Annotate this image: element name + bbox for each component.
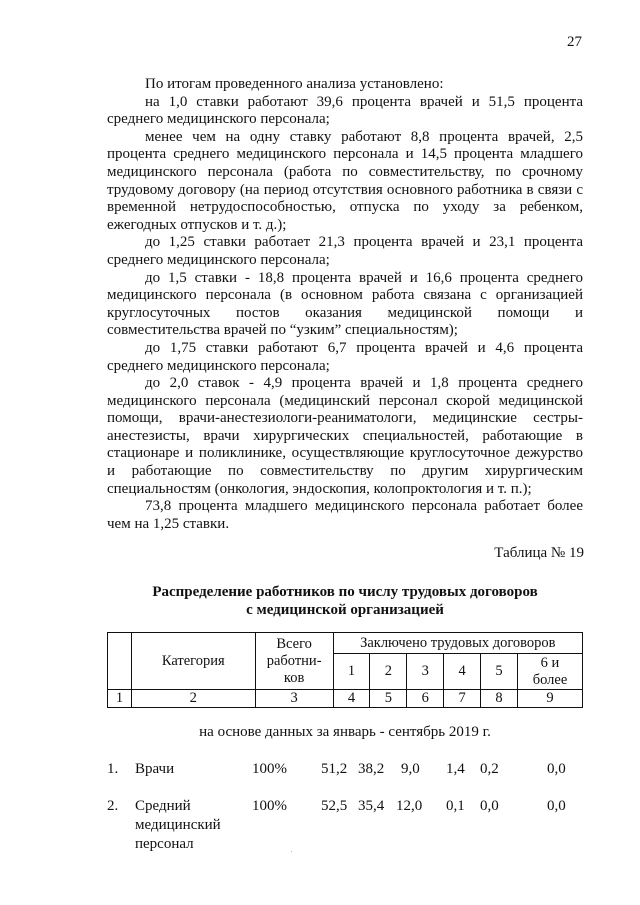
paragraph: на 1,0 ставки работают 39,6 процента врачей и 51,5 процента среднего медицинского персонала; — [107, 93, 583, 128]
row-value: 9,0 — [401, 761, 420, 777]
row-value: 52,5 — [321, 798, 348, 814]
row-category: Средний медицинский персонал — [135, 798, 221, 852]
row-total: 100% — [252, 761, 287, 777]
scan-speck — [291, 851, 292, 852]
row-value: 1,4 — [446, 761, 465, 777]
row-value: 0,0 — [547, 798, 566, 814]
numbering-cell: 8 — [481, 690, 518, 708]
row-value: 0,0 — [547, 761, 566, 777]
row-value: 0,2 — [480, 761, 499, 777]
header-col: 5 — [481, 654, 518, 690]
numbering-cell: 6 — [407, 690, 444, 708]
numbering-cell: 7 — [444, 690, 481, 708]
row-total: 100% — [252, 798, 287, 814]
header-col: 4 — [444, 654, 481, 690]
paragraph: менее чем на одну ставку работают 8,8 процента врачей, 2,5 процента среднего медицинского персонала и 14,5 процента младшего медицинского персонала (работа по совместительству, по срочному трудовому договору (на период отсутствия основного работника в связи с временной нетрудоспособностью, отпуска по уходу за ребенком, ежегодных отпусков и т. д.); — [107, 128, 583, 233]
header-total: Всего работни-ков — [255, 633, 333, 690]
row-value: 51,2 — [321, 761, 348, 777]
header-category: Категория — [131, 633, 255, 690]
header-col: 6 и более — [517, 654, 582, 690]
table-title-line: с медицинской организацией — [246, 602, 444, 618]
paragraph: до 2,0 ставок - 4,9 процента врачей и 1,8 процента среднего медицинского персонала (медицинский персонал скорой медицинской помощи, врачи-анестезиологи-реаниматологи, медицинские сестры-анестезисты, врачи хирургических специальностей, работающие в стационаре и поликлинике, осуществляющие круглосуточное дежурство и работающие по совместительству по другим хирургическим специальностям (онкология, эндоскопия, колопроктология и т. п.); — [107, 375, 583, 497]
body-text — [107, 76, 583, 533]
numbering-cell: 2 — [131, 690, 255, 708]
header-col: 3 — [407, 654, 444, 690]
numbering-cell: 9 — [517, 690, 582, 708]
table-header — [107, 632, 583, 708]
table-title — [107, 583, 583, 619]
row-number: 1. — [107, 761, 119, 777]
row-category: Врачи — [135, 761, 175, 777]
paragraph: до 1,75 ставки работают 6,7 процента врачей и 4,6 процента среднего медицинского персонала; — [107, 339, 583, 374]
page-number: 27 — [567, 34, 582, 50]
row-value: 0,0 — [480, 798, 499, 814]
row-number: 2. — [107, 798, 119, 814]
numbering-cell: 1 — [108, 690, 132, 708]
header-col: 1 — [333, 654, 370, 690]
header-contracts: Заключено трудовых договоров — [333, 633, 582, 654]
row-value: 35,4 — [358, 798, 385, 814]
row-value: 12,0 — [396, 798, 423, 814]
table-title-line: Распределение работников по числу трудовых договоров — [152, 584, 538, 600]
numbering-cell: 3 — [255, 690, 333, 708]
numbering-cell: 5 — [370, 690, 407, 708]
row-value: 0,1 — [446, 798, 465, 814]
paragraph: По итогам проведенного анализа установлено: — [145, 76, 444, 92]
table-subtitle: на основе данных за январь - сентябрь 2019 г. — [199, 724, 491, 740]
paragraph: до 1,25 ставки работает 21,3 процента врачей и 23,1 процента среднего медицинского персонала; — [107, 234, 583, 268]
row-value: 38,2 — [358, 761, 385, 777]
header-col: 2 — [370, 654, 407, 690]
paragraph: до 1,5 ставки - 18,8 процента врачей и 16,6 процента среднего медицинского персонала (в основном работа связана с организацией круглосуточных постов оказания медицинской помощи и совместительства врачей по “узким” специальностям); — [107, 269, 583, 339]
header-cell — [108, 633, 132, 690]
table-number: Таблица № 19 — [494, 545, 584, 561]
numbering-cell: 4 — [333, 690, 370, 708]
paragraph: 73,8 процента младшего медицинского персонала работает более чем на 1,25 ставки. — [107, 498, 583, 532]
